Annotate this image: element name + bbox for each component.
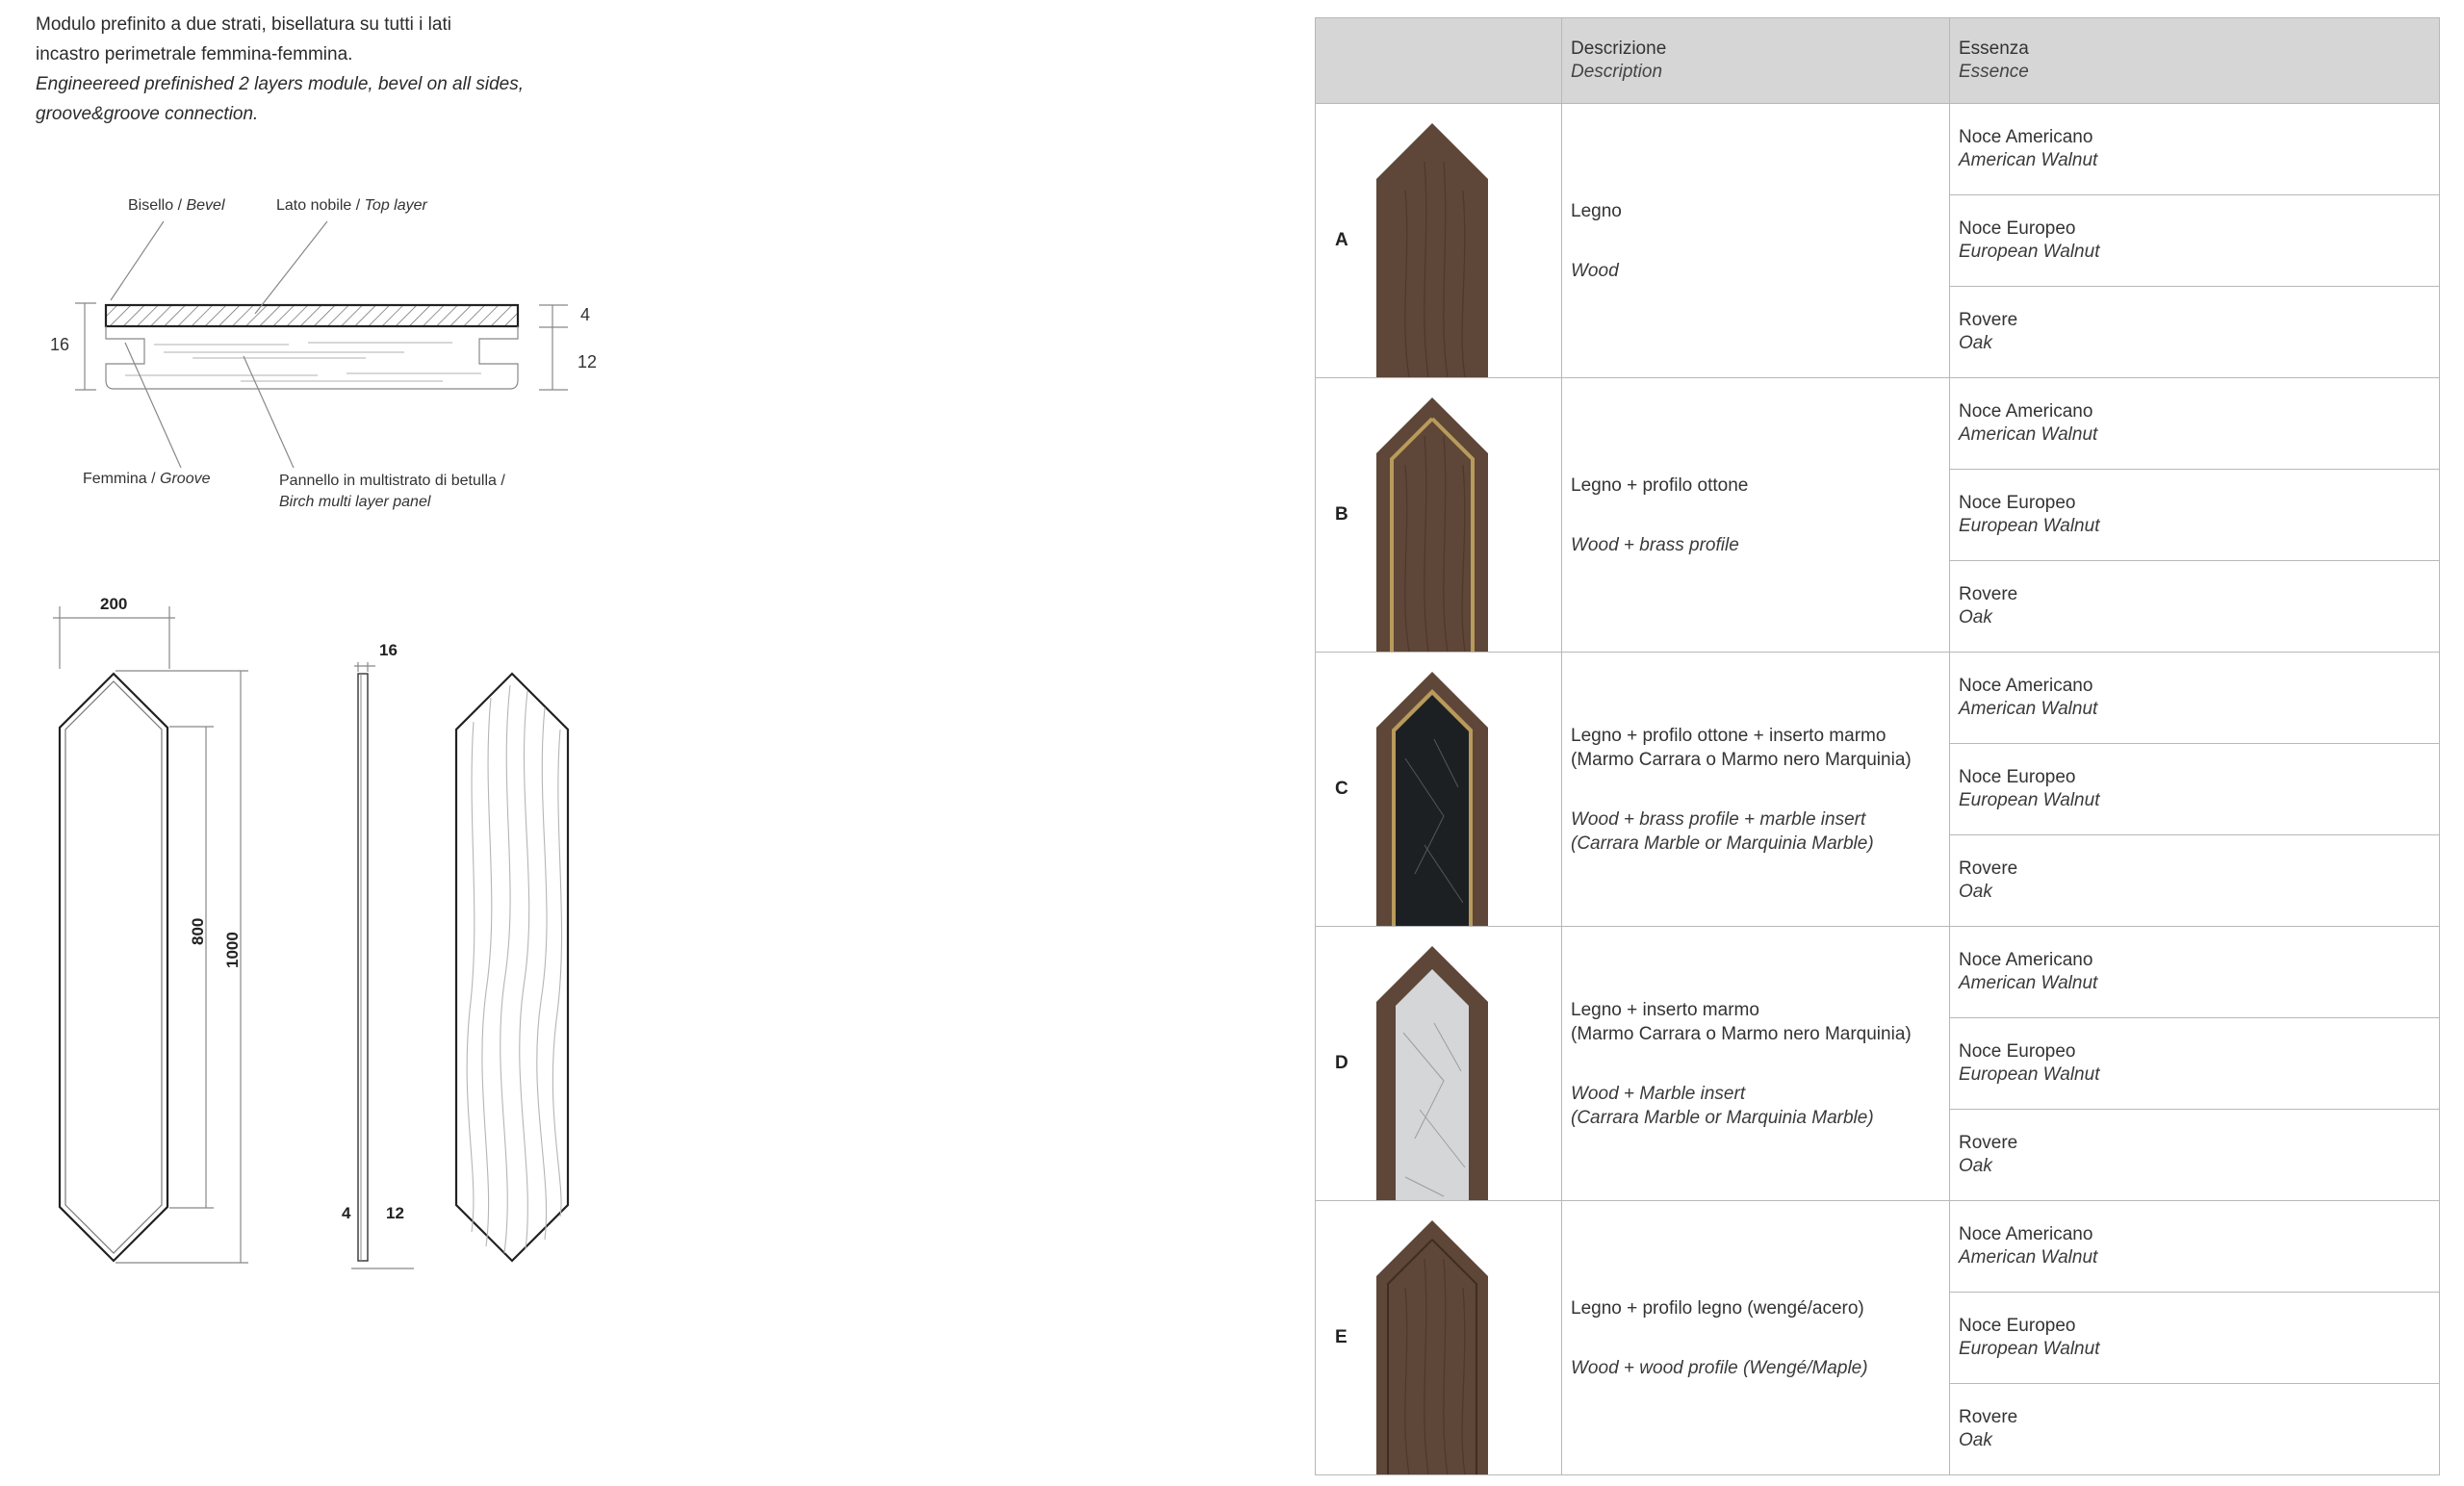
desc-it: Legno + inserto marmo xyxy=(1571,999,1759,1020)
row-image-cell xyxy=(1316,1201,1562,1475)
desc-en-2: (Carrara Marble or Marquinia Marble) xyxy=(1571,833,1874,854)
row-image-cell xyxy=(1316,653,1562,927)
essence-it: Noce Americano xyxy=(1959,676,2093,696)
essence-cell xyxy=(1950,1018,2440,1110)
table-row xyxy=(1316,104,2440,195)
table-row xyxy=(1316,927,2440,1018)
essence-it: Noce Europeo xyxy=(1959,767,2076,787)
row-letter: E xyxy=(1335,1327,1348,1347)
essence-cell xyxy=(1950,1110,2440,1201)
row-letter: A xyxy=(1335,230,1348,250)
intro-en-line2: groove&groove connection. xyxy=(36,104,259,124)
essence-en: American Walnut xyxy=(1959,424,2098,445)
dim-side-bottom: 12 xyxy=(386,1204,404,1222)
desc-it: Legno xyxy=(1571,200,1622,221)
essence-en: European Walnut xyxy=(1959,790,2100,810)
tile-swatch xyxy=(1376,672,1488,926)
desc-it: Legno + profilo legno (wengé/acero) xyxy=(1571,1297,1864,1319)
table-header-row xyxy=(1316,18,2440,104)
row-letter: B xyxy=(1335,504,1348,525)
dim-width: 200 xyxy=(100,595,128,613)
spec-table xyxy=(1315,17,2440,1475)
header-description: Descrizione Description xyxy=(1562,18,1950,104)
essence-en: European Walnut xyxy=(1959,1339,2100,1359)
row-letter: D xyxy=(1335,1053,1348,1073)
table-row xyxy=(1316,653,2440,744)
essence-cell xyxy=(1950,104,2440,195)
essence-cell xyxy=(1950,378,2440,470)
essence-cell xyxy=(1950,927,2440,1018)
front-view-outer xyxy=(60,674,167,1261)
essence-cell xyxy=(1950,1293,2440,1384)
row-description xyxy=(1562,378,1950,653)
desc-en: Wood + wood profile (Wengé/Maple) xyxy=(1571,1357,1868,1378)
row-description xyxy=(1562,927,1950,1201)
desc-en: Wood + Marble insert xyxy=(1571,1083,1746,1104)
row-description xyxy=(1562,653,1950,927)
essence-it: Rovere xyxy=(1959,584,2018,604)
desc-en: Wood + brass profile + marble insert xyxy=(1571,808,1866,830)
header-essence: Essenza Essence xyxy=(1950,18,2440,104)
essence-cell xyxy=(1950,470,2440,561)
label-bevel: Bisello / Bevel xyxy=(128,197,225,214)
desc-en: Wood xyxy=(1571,260,1619,281)
essence-en: European Walnut xyxy=(1959,516,2100,536)
essence-it: Noce Americano xyxy=(1959,401,2093,422)
essence-it: Noce Europeo xyxy=(1959,493,2076,513)
essence-en: Oak xyxy=(1959,607,1992,628)
row-description xyxy=(1562,104,1950,378)
essence-en: American Walnut xyxy=(1959,150,2098,170)
essence-en: Oak xyxy=(1959,1156,1992,1176)
essence-en: American Walnut xyxy=(1959,973,2098,993)
essence-cell xyxy=(1950,561,2440,653)
dim-inner: 800 xyxy=(189,917,207,945)
tile-image xyxy=(1376,397,1488,652)
tile-swatch xyxy=(1376,1220,1488,1474)
label-top-layer: Lato nobile / Top layer xyxy=(276,197,427,214)
label-groove: Femmina / Groove xyxy=(83,471,211,487)
row-image-cell xyxy=(1316,104,1562,378)
desc-it-2: (Marmo Carrara o Marmo nero Marquinia) xyxy=(1571,749,1912,770)
essence-en: American Walnut xyxy=(1959,699,2098,719)
intro-it-line2: incastro perimetrale femmina-femmina. xyxy=(36,44,353,64)
essence-cell xyxy=(1950,744,2440,835)
desc-en: Wood + brass profile xyxy=(1571,534,1739,555)
tile-swatch xyxy=(1376,123,1488,377)
essence-it: Noce Europeo xyxy=(1959,1041,2076,1062)
essence-cell xyxy=(1950,835,2440,927)
table-row xyxy=(1316,1201,2440,1293)
tile-swatch xyxy=(1376,946,1488,1200)
section-drawing xyxy=(0,0,674,539)
essence-it: Rovere xyxy=(1959,310,2018,330)
essence-cell xyxy=(1950,1384,2440,1475)
essence-en: European Walnut xyxy=(1959,242,2100,262)
dim-length: 1000 xyxy=(223,932,242,968)
row-description xyxy=(1562,1201,1950,1475)
essence-en: Oak xyxy=(1959,882,1992,902)
side-view xyxy=(358,674,368,1261)
essence-it: Noce Europeo xyxy=(1959,1316,2076,1336)
intro-en-line1: Engineereed prefinished 2 layers module, bevel on all sides, xyxy=(36,74,524,94)
essence-en: Oak xyxy=(1959,1430,1992,1450)
intro-it-line1: Modulo prefinito a due strati, bisellatura su tutti i lati xyxy=(36,14,451,35)
desc-it: Legno + profilo ottone xyxy=(1571,474,1749,496)
dim-side-thickness: 16 xyxy=(379,641,398,659)
tile-image xyxy=(1376,123,1488,377)
row-image-cell xyxy=(1316,378,1562,653)
essence-it: Rovere xyxy=(1959,1133,2018,1153)
essence-it: Noce Americano xyxy=(1959,1224,2093,1244)
desc-it-2: (Marmo Carrara o Marmo nero Marquinia) xyxy=(1571,1023,1912,1044)
essence-en: American Walnut xyxy=(1959,1247,2098,1268)
dim-side-top: 4 xyxy=(342,1204,351,1222)
dim-total: 16 xyxy=(50,335,70,354)
essence-it: Noce Americano xyxy=(1959,127,2093,147)
essence-it: Noce Europeo xyxy=(1959,218,2076,239)
essence-cell xyxy=(1950,195,2440,287)
row-letter: C xyxy=(1335,779,1348,799)
tile-swatch xyxy=(1376,397,1488,652)
essence-en: Oak xyxy=(1959,333,1992,353)
essence-cell xyxy=(1950,287,2440,378)
tile-image xyxy=(1376,946,1488,1200)
desc-it: Legno + profilo ottone + inserto marmo xyxy=(1571,725,1886,746)
plan-drawing xyxy=(0,577,674,1251)
label-panel: Pannello in multistrato di betulla / Birch multi layer panel xyxy=(279,473,505,510)
essence-it: Rovere xyxy=(1959,858,2018,879)
dim-bottom: 12 xyxy=(578,352,598,372)
essence-it: Noce Americano xyxy=(1959,950,2093,970)
table-row xyxy=(1316,378,2440,470)
front-view-inner xyxy=(65,681,162,1253)
tile-image xyxy=(1376,1220,1488,1474)
row-image-cell xyxy=(1316,927,1562,1201)
essence-cell xyxy=(1950,653,2440,744)
dim-top: 4 xyxy=(580,305,591,324)
essence-cell xyxy=(1950,1201,2440,1293)
header-image-cell xyxy=(1316,18,1562,104)
essence-en: European Walnut xyxy=(1959,1064,2100,1085)
top-layer-shape xyxy=(106,305,518,326)
desc-en-2: (Carrara Marble or Marquinia Marble) xyxy=(1571,1107,1874,1128)
essence-it: Rovere xyxy=(1959,1407,2018,1427)
tile-image xyxy=(1376,672,1488,926)
